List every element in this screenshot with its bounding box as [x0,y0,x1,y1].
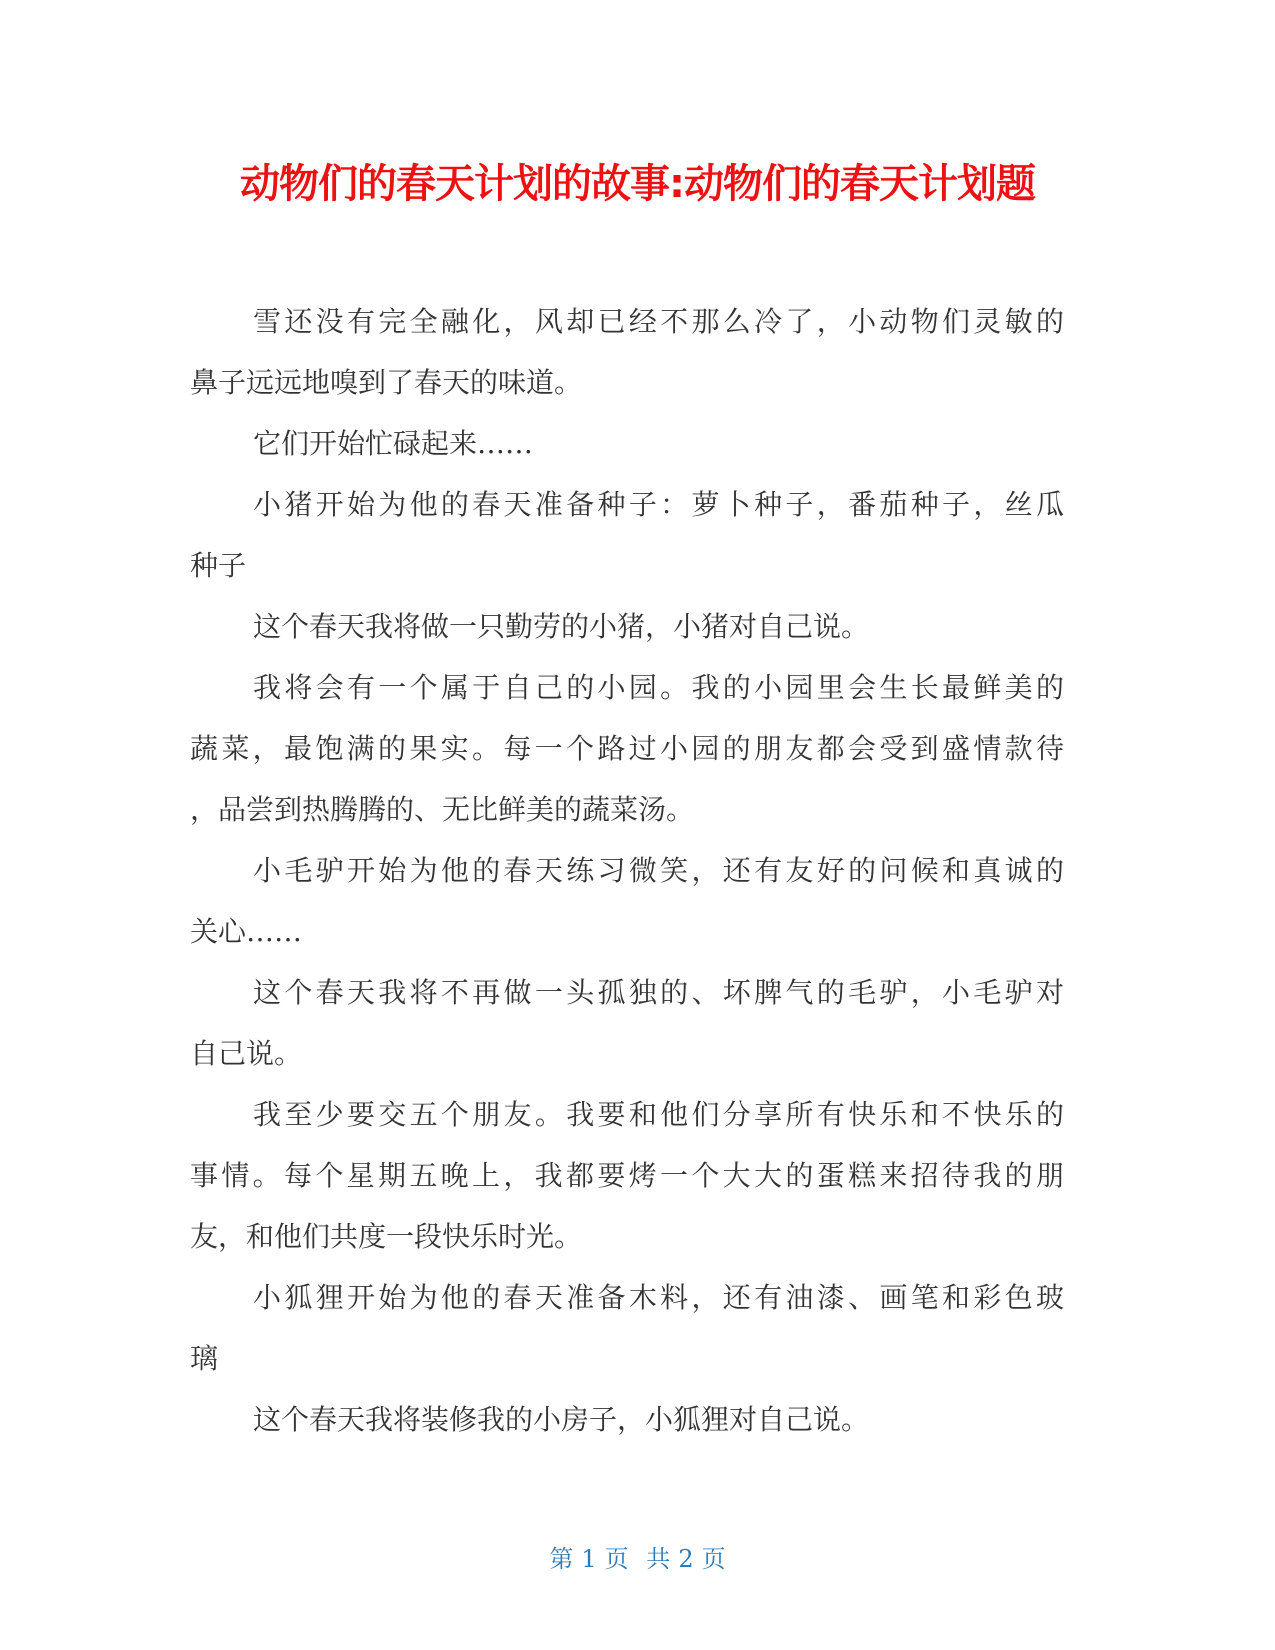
text-line: 小毛驴开始为他的春天练习微笑，还有友好的问候和真诚的 [253,854,1064,887]
text-line: 关心…… [190,915,303,948]
footer-suffix: 页 [701,1545,726,1573]
text-line: 雪还没有完全融化，风却已经不那么冷了，小动物们灵敏的 [253,305,1064,338]
text-line: 这个春天我将做一只勤劳的小猪，小猪对自己说。 [253,610,870,643]
document-body [190,291,1064,1450]
footer-mid: 页 共 [604,1545,671,1573]
text-line: 它们开始忙碌起来…… [253,427,534,460]
text-line: 自己说。 [190,1037,303,1070]
text-line: 璃 [190,1342,219,1375]
text-line: 蔬菜，最饱满的果实。每一个路过小园的朋友都会受到盛情款待 [190,732,1064,765]
text-line: 鼻子远远地嗅到了春天的味道。 [190,366,583,399]
footer-prefix: 第 [549,1545,574,1573]
text-line: 这个春天我将不再做一头孤独的、坏脾气的毛驴，小毛驴对 [253,976,1064,1009]
text-line: 我将会有一个属于自己的小园。我的小园里会生长最鲜美的 [253,671,1064,704]
text-line: 小猪开始为他的春天准备种子：萝卜种子，番茄种子，丝瓜 [253,488,1064,521]
text-line: 这个春天我将装修我的小房子，小狐狸对自己说。 [253,1403,870,1436]
page-title: 动物们的春天计划的故事:动物们的春天计划题 [240,161,1035,207]
text-line: 我至少要交五个朋友。我要和他们分享所有快乐和不快乐的 [253,1098,1064,1131]
text-line: 友，和他们共度一段快乐时光。 [190,1220,583,1253]
footer-current-page: 1 [581,1545,597,1573]
text-line: 小狐狸开始为他的春天准备木料，还有油漆、画笔和彩色玻 [253,1281,1064,1314]
text-line: 事情。每个星期五晚上，我都要烤一个大大的蛋糕来招待我的朋 [190,1159,1064,1192]
text-line: 种子 [190,549,247,582]
footer-total-pages: 2 [678,1545,694,1573]
page-footer [0,1542,1275,1576]
text-line: ，品尝到热腾腾的、无比鲜美的蔬菜汤。 [190,793,695,826]
